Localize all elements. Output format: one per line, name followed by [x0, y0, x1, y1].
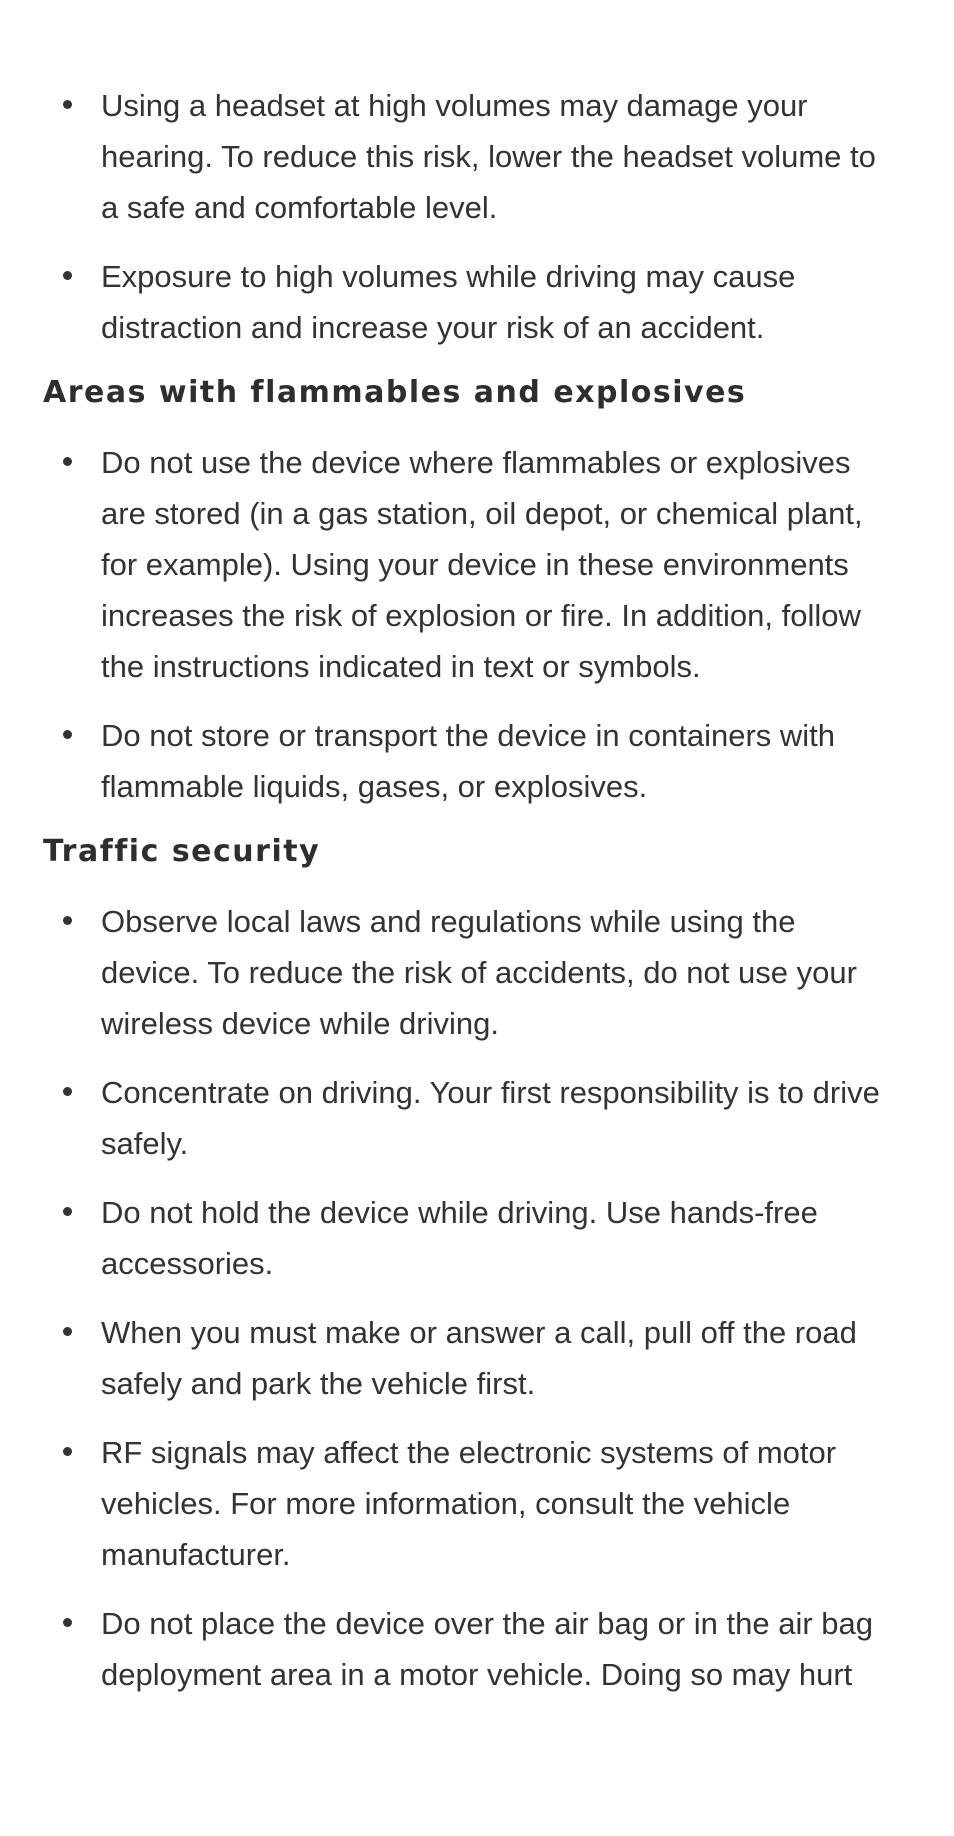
list-item: [43, 251, 894, 353]
list-item-text: Observe local laws and regulations while using the device. To reduce the risk of accidents, do not use your wireless device while driving.: [101, 904, 857, 1041]
list-item: [43, 437, 894, 692]
traffic-bullet-list: [43, 896, 894, 1700]
section-heading-flammables: Areas with flammables and explosives: [43, 375, 747, 410]
bullet-icon: [63, 916, 72, 925]
list-item: [43, 1598, 894, 1700]
bullet-icon: [63, 100, 72, 109]
bullet-icon: [63, 1618, 72, 1627]
list-item-text: Exposure to high volumes while driving may cause distraction and increase your risk of an accident.: [101, 259, 796, 345]
list-item-text: Do not use the device where flammables or explosives are stored (in a gas station, oil depot, or chemical plant, for example). Using your device in these environments increases the risk of explosion or fire. In addition, follow the instructions indicated in text or symbols.: [101, 445, 863, 684]
bullet-icon: [63, 1087, 72, 1096]
bullet-icon: [63, 1207, 72, 1216]
flammables-bullet-list: [43, 437, 894, 812]
list-item-text: When you must make or answer a call, pull off the road safely and park the vehicle first.: [101, 1315, 857, 1401]
list-item: [43, 1307, 894, 1409]
list-item: [43, 1427, 894, 1580]
list-item: [43, 710, 894, 812]
list-item-text: Do not hold the device while driving. Use hands-free accessories.: [101, 1195, 818, 1281]
list-item-text: Do not store or transport the device in containers with flammable liquids, gases, or explosives.: [101, 718, 836, 804]
list-item: [43, 896, 894, 1049]
list-item: [43, 1187, 894, 1289]
bullet-icon: [63, 1327, 72, 1336]
bullet-icon: [63, 730, 72, 739]
section-heading-traffic: Traffic security: [43, 834, 321, 869]
list-item-text: Do not place the device over the air bag or in the air bag deployment area in a motor vehicle. Doing so may hurt: [101, 1606, 874, 1692]
bullet-icon: [63, 457, 72, 466]
headset-bullet-list: [43, 80, 894, 353]
bullet-icon: [63, 271, 72, 280]
list-item-text: RF signals may affect the electronic systems of motor vehicles. For more information, consult the vehicle manufacturer.: [101, 1435, 837, 1572]
bullet-icon: [63, 1447, 72, 1456]
list-item: [43, 1067, 894, 1169]
list-item: [43, 80, 894, 233]
list-item-text: Using a headset at high volumes may damage your hearing. To reduce this risk, lower the headset volume to a safe and comfortable level.: [101, 88, 876, 225]
list-item-text: Concentrate on driving. Your first responsibility is to drive safely.: [101, 1075, 880, 1161]
